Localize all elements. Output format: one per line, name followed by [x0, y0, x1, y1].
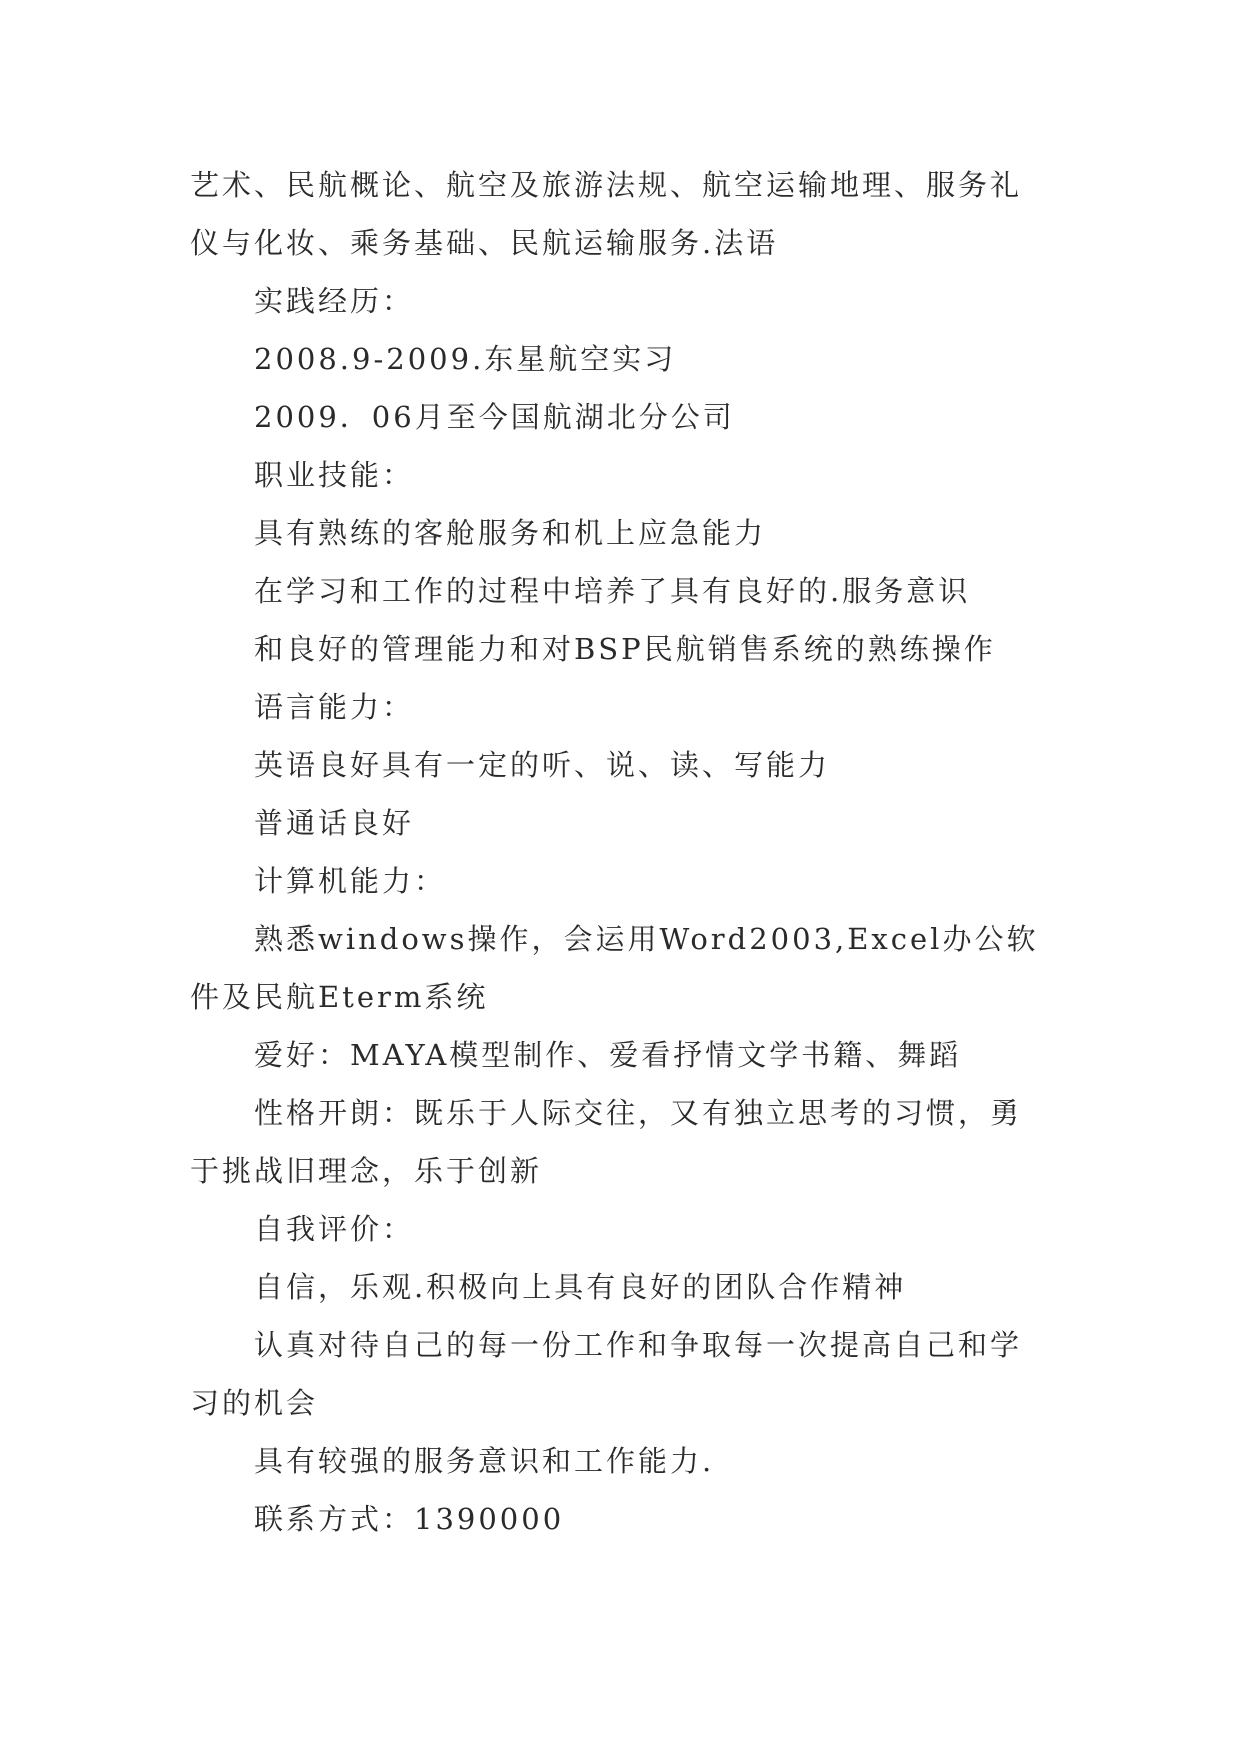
self-evaluation-item-3: 具有较强的服务意识和工作能力.	[254, 1444, 715, 1478]
heading-professional-skills: 职业技能：	[254, 458, 415, 492]
contact-info: 联系方式：1390000	[254, 1502, 565, 1536]
computer-skills-item: 熟悉windows操作，会运用Word2003,Excel办公软件及民航Eterm系统	[190, 922, 1039, 1014]
heading-language-skills: 语言能力：	[254, 690, 415, 724]
language-item-1: 英语良好具有一定的听、说、读、写能力	[254, 748, 831, 782]
heading-self-evaluation: 自我评价：	[254, 1212, 415, 1246]
skill-item-1: 具有熟练的客舱服务和机上应急能力	[254, 516, 767, 550]
heading-practice-experience: 实践经历：	[254, 284, 415, 318]
self-evaluation-item-2: 认真对待自己的每一份工作和争取每一次提高自己和学习的机会	[190, 1328, 1023, 1420]
skill-item-2: 在学习和工作的过程中培养了具有良好的.服务意识	[254, 574, 971, 608]
skill-item-3: 和良好的管理能力和对BSP民航销售系统的熟练操作	[254, 632, 996, 666]
experience-item-2: 2009．06月至今国航湖北分公司	[254, 400, 735, 434]
language-item-2: 普通话良好	[254, 806, 415, 840]
paragraph-courses: 艺术、民航概论、航空及旅游法规、航空运输地理、服务礼仪与化妆、乘务基础、民航运输服务.法语	[190, 168, 1023, 260]
heading-computer-skills: 计算机能力：	[254, 864, 447, 898]
self-evaluation-item-1: 自信，乐观.积极向上具有良好的团队合作精神	[254, 1270, 907, 1304]
experience-item-1: 2008.9-2009.东星航空实习	[254, 342, 677, 376]
hobbies-paragraph: 爱好：MAYA模型制作、爱看抒情文学书籍、舞蹈	[254, 1038, 962, 1072]
personality-paragraph: 性格开朗：既乐于人际交往，又有独立思考的习惯，勇于挑战旧理念，乐于创新	[190, 1096, 1023, 1188]
document-body	[190, 156, 1050, 1548]
